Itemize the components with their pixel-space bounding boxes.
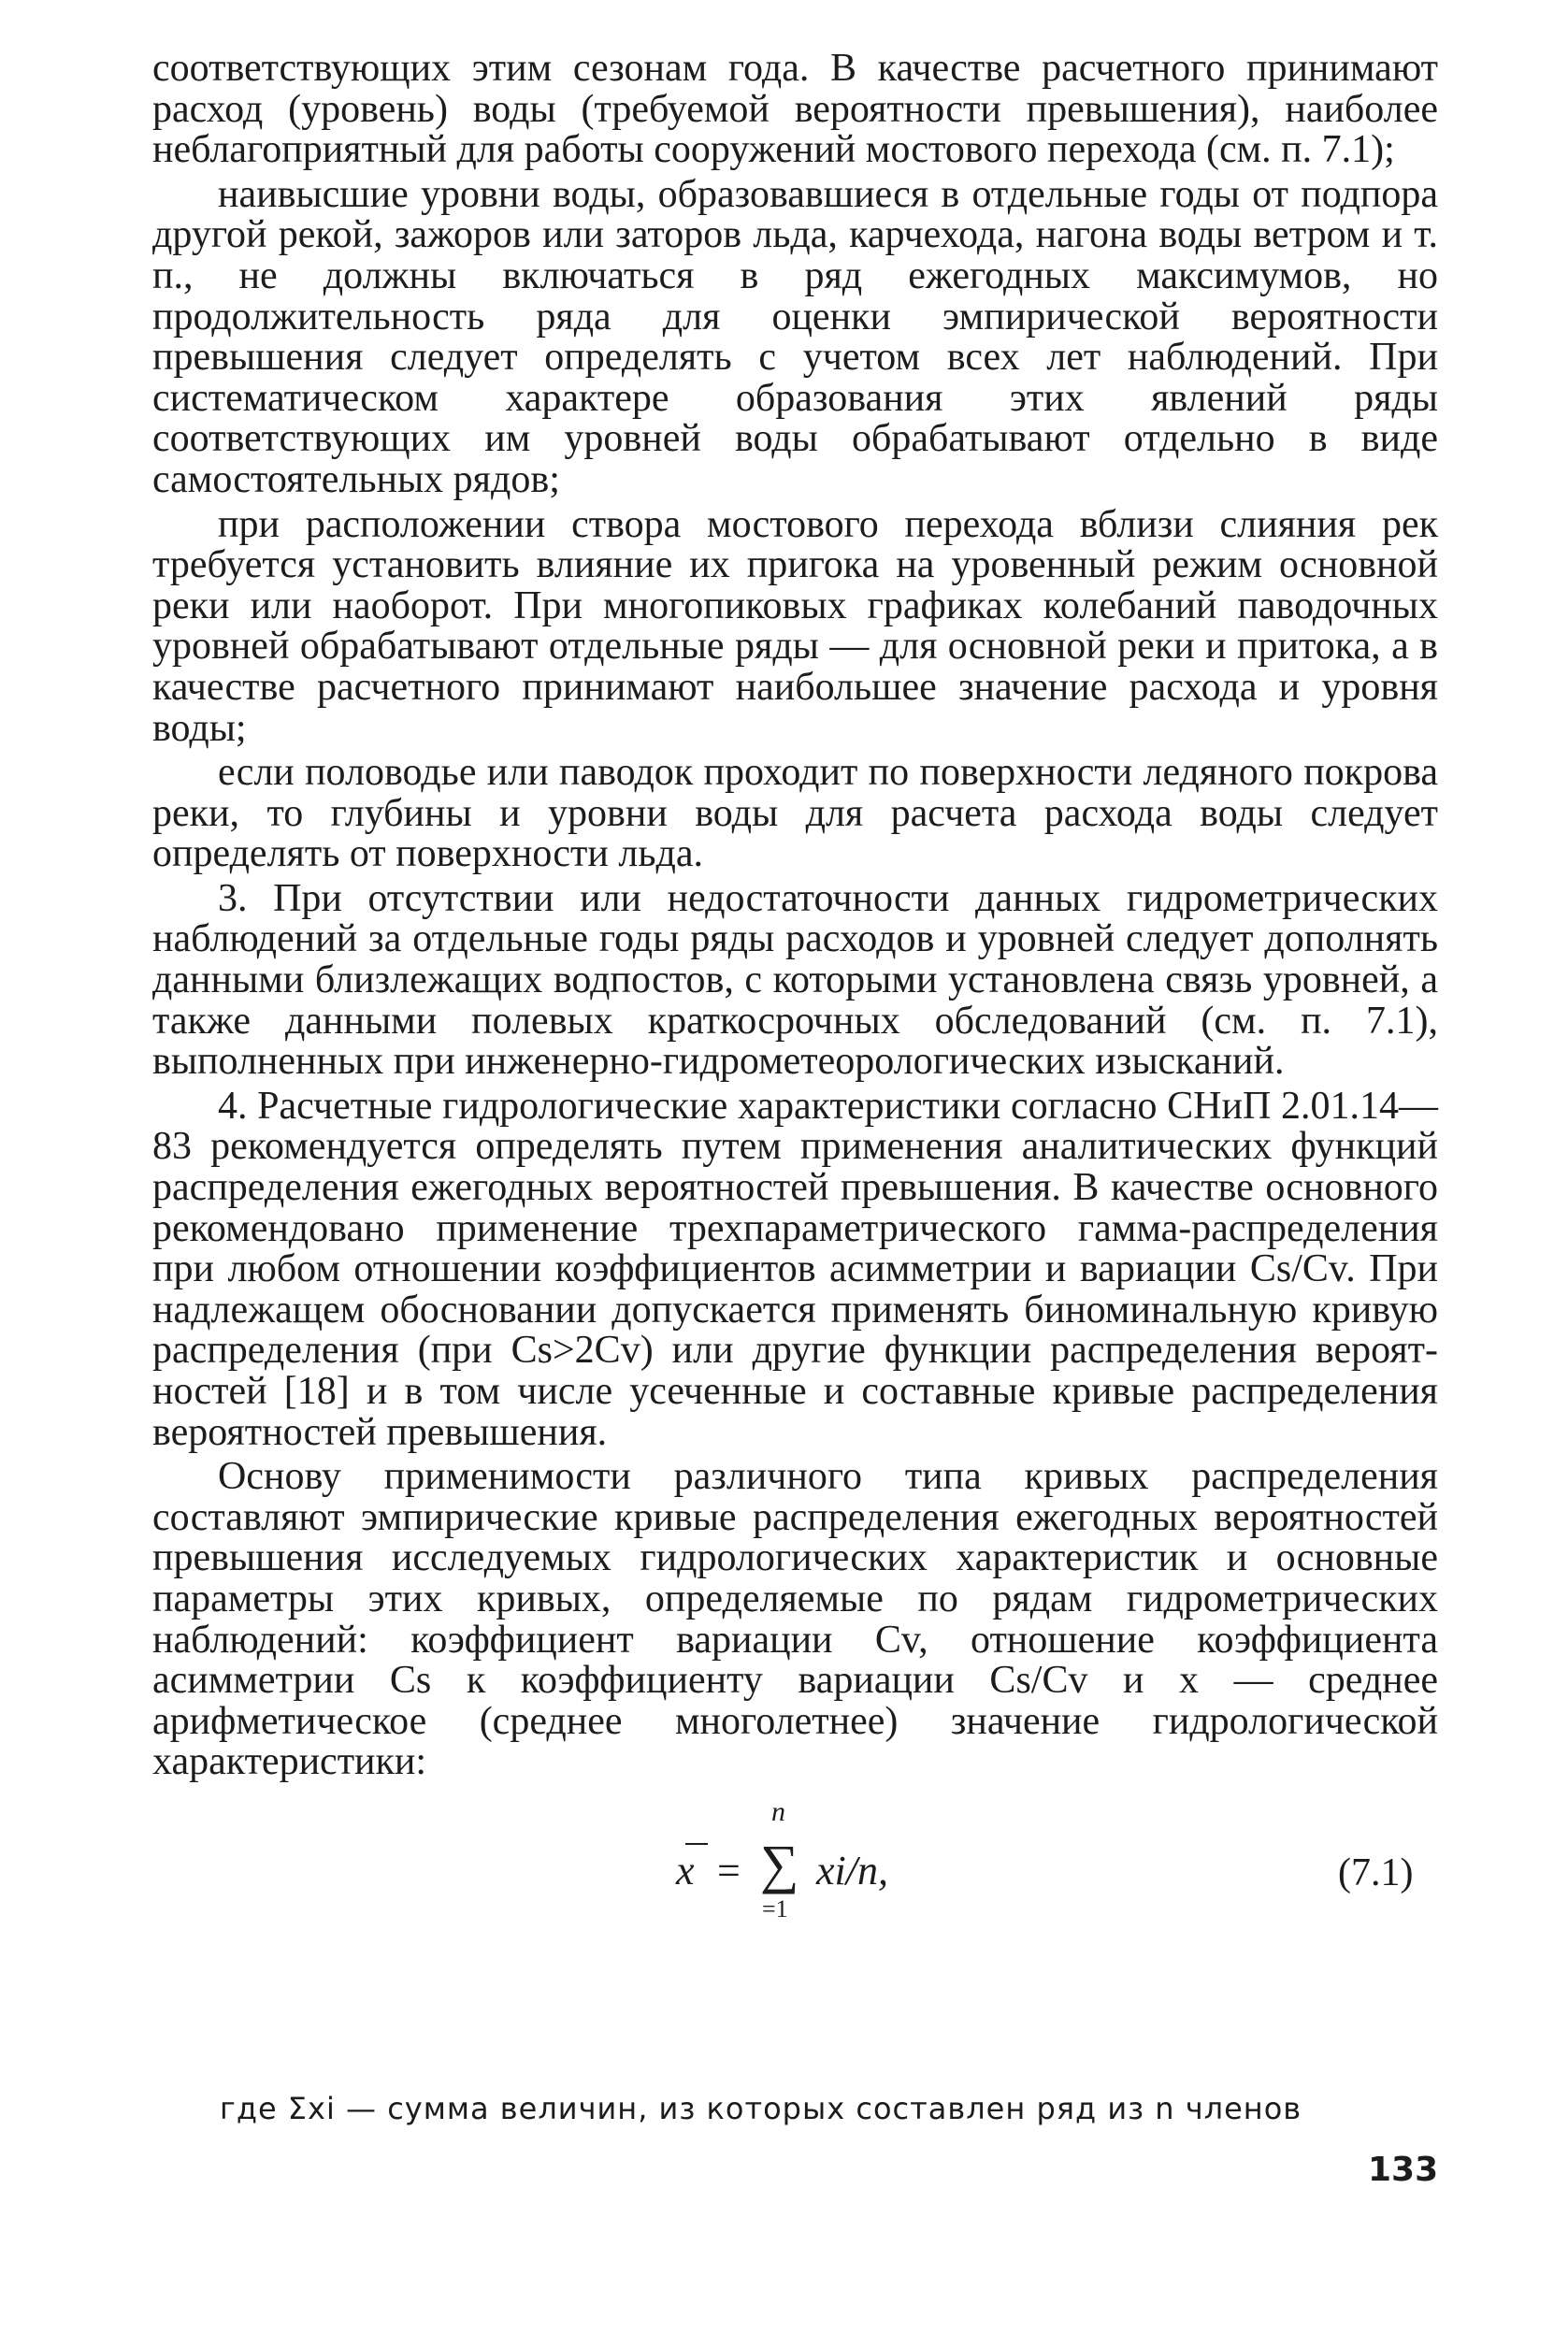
formula-body bbox=[676, 1793, 1069, 1933]
paragraph-2: наивысшие уровни воды, образовавшиеся в отдельные годы от подпора другой рекой, зажоров или заторов льда, карчехода, нагона воды ветром и т. п., не должны включаться в ряд ежегодных максимумов, но продолжительность ряда для оценки эмпирической вероятности превышения следует определять с учетом всех лет наблюдений. При систематическом характере образования этих явлений ряды соответствующих им уровней воды обрабатывают отдельно в виде самостоятельных рядов; bbox=[152, 172, 1438, 501]
paragraph-3: при расположении створа мостового перехода вблизи слияния рек требуется установить влияние их пригока на уровенный режим основной реки или наоборот. При многопиковых графиках колебаний паводочных уровней обрабатывают отдельные ряды — для основной реки и притока, а в качестве расчетного принимают наибольшее значение расхода и уровня воды; bbox=[152, 502, 1438, 750]
formula-equals: = bbox=[717, 1847, 741, 1893]
formula-sum-upper-limit: n bbox=[771, 1795, 785, 1827]
paragraph-4: если половодье или паводок проходит по поверхности ледяного покрова реки, то глубины и уровни воды для расчета расхода воды следует определять от поверхности льда. bbox=[152, 751, 1438, 876]
paragraph-6: 4. Расчетные гидрологические характеристики согласно СНиП 2.01.14—83 рекомендуется определять путем применения аналитических функций распределения ежегодных вероятностей превышения. В качестве основного рекомендовано применение трехпараметрического гамма-распределения при любом отношении коэффициентов асимметрии и вариации Cs/Cv. При надлежащем обосновании допускается применять биноминальную кривую распределения (при Cs>2Cv) или другие функции распределения вероятностей [18] и в том числе усеченные и составные кривые распределения вероятностей превышения. bbox=[152, 1084, 1438, 1454]
page-number: 133 bbox=[1368, 2151, 1439, 2189]
formula-sum-sign: ∑ bbox=[760, 1833, 799, 1894]
paragraph-1: соответствующих этим сезонам года. В качестве расчетного принимают расход (уровень) воды (требуемой вероятности превышения), наиболее неблагоприятный для работы сооружений мостового перехода (см. п. 7.1); bbox=[152, 47, 1438, 172]
paragraph-5: 3. При отсутствии или недостаточности данных гидрометрических наблюдений за отдельные годы ряды расходов и уровней следует дополнять данными близлежащих водпостов, с которыми установлена связь уровней, а также данными полевых краткосрочных обследований (см. п. 7.1), выполненных при инженерно-гидрометеорологических изысканий. bbox=[152, 876, 1438, 1084]
formula-number: (7.1) bbox=[1338, 1850, 1414, 1894]
formula-lhs: x bbox=[676, 1847, 695, 1894]
page-body bbox=[152, 49, 1438, 1933]
formula-term: xi/n, bbox=[816, 1847, 888, 1893]
formula-sum-lower-limit: =1 bbox=[762, 1894, 788, 1922]
footnote: где Σxi — сумма величин, из которых составлен ряд из n членов bbox=[220, 2091, 1302, 2126]
paragraph-7: Основу применимости различного типа кривых распределения составляют эмпирические кривые распределения ежегодных вероятностей превышения исследуемых гидрологических характеристик и основные параметры этих кривых, определяемые по рядам гидрометрических наблюдений: коэффициент вариации Cv, отношение коэффициента асимметрии Cs к коэффициенту вариации Cs/Cv и x — среднее арифметическое (среднее многолетнее) значение гидрологической характеристики: bbox=[152, 1455, 1438, 1784]
formula-7-1 bbox=[152, 1793, 1438, 1933]
